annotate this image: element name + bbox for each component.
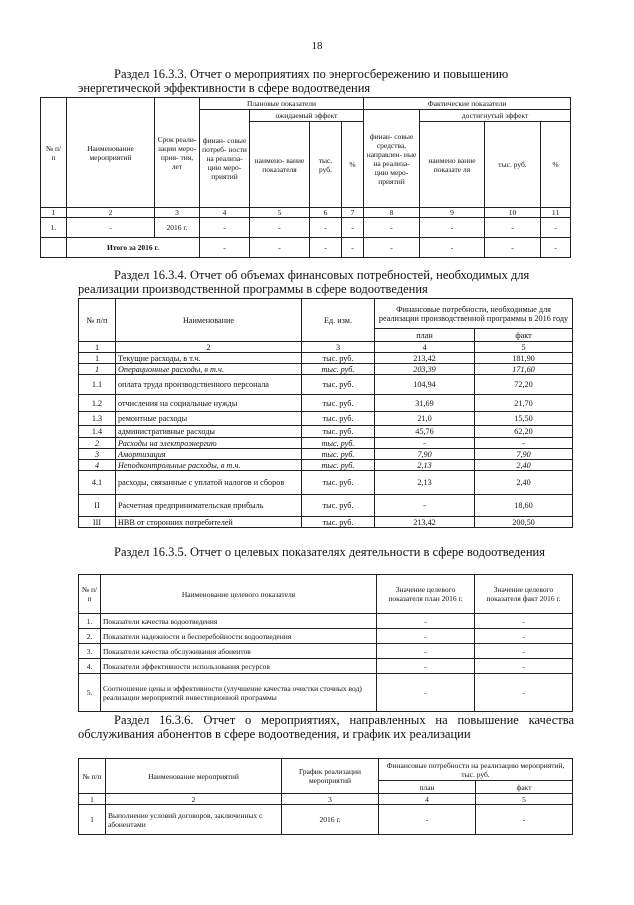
table-cell: - — [420, 238, 485, 258]
row-num: 1 — [79, 353, 116, 364]
table-cell: - — [200, 218, 250, 238]
header-term: Срок реали- зации меро- прия- тия, лет — [155, 98, 200, 208]
row-num: 3 — [79, 449, 116, 460]
row-plan: 2,13 — [375, 460, 475, 471]
table-cell: - — [420, 218, 485, 238]
table-cell: - — [310, 238, 342, 258]
row-unit: тыс. руб. — [302, 364, 375, 375]
table-cell: - — [485, 238, 541, 258]
service-quality-table — [78, 758, 573, 835]
row-num: 1.2 — [79, 395, 116, 412]
row-fact: 62,20 — [475, 426, 573, 438]
row-name: отчисления на социальные нужды — [116, 395, 302, 412]
row-plan: - — [379, 805, 476, 835]
row-fact: - — [475, 644, 573, 659]
col-num: 1 — [79, 342, 116, 353]
table-cell: - — [541, 238, 571, 258]
row-num: 5. — [79, 674, 101, 712]
header-fin-fact: финан- совые средства, направлен- ные на реализа- цию меро- приятий — [364, 110, 420, 208]
row-num: 4 — [79, 460, 116, 471]
header-fin-plan: финан- совые потреб- ности на реализа- цию меро- приятий — [200, 110, 250, 208]
header-fact: Значение целевого показателя факт 2016 г. — [475, 575, 573, 614]
row-plan: 213,42 — [375, 353, 475, 364]
header-a-name: наимено вание показате ля — [420, 122, 485, 208]
table-cell: - — [364, 218, 420, 238]
row-unit: тыс. руб. — [302, 438, 375, 449]
row-unit: тыс. руб. — [302, 353, 375, 364]
header-name: Наименование — [116, 299, 302, 342]
row-unit: тыс. руб. — [302, 449, 375, 460]
row-num: 2. — [79, 629, 101, 644]
col-num: 5 — [476, 794, 573, 805]
row-unit: тыс. руб. — [302, 495, 375, 517]
col-num: 2 — [116, 342, 302, 353]
col-num: 5 — [250, 208, 310, 218]
row-plan: 203,39 — [375, 364, 475, 375]
row-unit: тыс. руб. — [302, 426, 375, 438]
row-num: 1.3 — [79, 412, 116, 426]
row-name: Расходы на электроэнергию — [116, 438, 302, 449]
row-name: ремонтные расходы — [116, 412, 302, 426]
table-cell: 2016 г. — [155, 218, 200, 238]
header-plan: Значение целевого показателя план 2016 г. — [377, 575, 475, 614]
header-plan: план — [379, 781, 476, 794]
header-plan: план — [375, 329, 475, 342]
row-plan: - — [375, 438, 475, 449]
table-cell: - — [67, 218, 155, 238]
header-e-name: наимено- вание показателя — [250, 122, 310, 208]
header-fin: Финансовые потребности, необходимые для реализации производственной программы в 2016 году — [375, 299, 573, 329]
row-fact: - — [475, 438, 573, 449]
col-num: 1 — [41, 208, 67, 218]
row-name: расходы, связанные с уплатой налогов и сборов — [116, 471, 302, 495]
row-name: Амортизация — [116, 449, 302, 460]
row-plan: - — [377, 614, 475, 629]
row-plan: 2,13 — [375, 471, 475, 495]
col-num: 3 — [155, 208, 200, 218]
row-name: Неподконтрольные расходы, в т.ч. — [116, 460, 302, 471]
row-fact: - — [475, 629, 573, 644]
row-plan: 7,90 — [375, 449, 475, 460]
row-plan: - — [377, 629, 475, 644]
table-cell: 1. — [41, 218, 67, 238]
header-plan: Плановые показатели — [200, 98, 364, 110]
total-label: Итого за 2016 г. — [67, 238, 200, 258]
row-fact: 7,90 — [475, 449, 573, 460]
table-cell: - — [250, 218, 310, 238]
section-title-16-3-3: Раздел 16.3.3. Отчет о мероприятиях по энергосбережению и повышению энергетической эффективности в сфере водоотведения — [78, 67, 509, 95]
row-schedule: 2016 г. — [282, 805, 379, 835]
energy-saving-table — [40, 97, 571, 258]
col-num: 2 — [106, 794, 282, 805]
col-num: 2 — [67, 208, 155, 218]
col-num: 3 — [282, 794, 379, 805]
col-num: 7 — [342, 208, 364, 218]
header-fact: Фактические показатели — [364, 98, 571, 110]
row-unit: тыс. руб. — [302, 517, 375, 528]
row-name: Расчетная предпринимательская прибыль — [116, 495, 302, 517]
header-a-pct: % — [541, 122, 571, 208]
row-fact: - — [475, 659, 573, 674]
header-num: № п/п — [79, 759, 106, 794]
col-num: 4 — [379, 794, 476, 805]
row-num: 2 — [79, 438, 116, 449]
row-fact: - — [475, 614, 573, 629]
row-num: 3. — [79, 644, 101, 659]
row-name: Текущие расходы, в т.ч. — [116, 353, 302, 364]
row-num: 1.1 — [79, 375, 116, 395]
table-cell: - — [310, 218, 342, 238]
row-plan: - — [377, 674, 475, 712]
row-num: 4. — [79, 659, 101, 674]
row-num: 4.1 — [79, 471, 116, 495]
table-cell: - — [342, 238, 364, 258]
row-plan: 213,42 — [375, 517, 475, 528]
row-fact: - — [476, 805, 573, 835]
row-plan: 31,69 — [375, 395, 475, 412]
row-plan: 104,94 — [375, 375, 475, 395]
header-e-rub: тыс. руб. — [310, 122, 342, 208]
row-name: Соотношение цены и эффективности (улучшение качества очистки сточных вод) реализации мероприятий инвестиционной программы — [101, 674, 377, 712]
col-num: 1 — [79, 794, 106, 805]
col-num: 6 — [310, 208, 342, 218]
row-plan: - — [375, 495, 475, 517]
col-num: 3 — [302, 342, 375, 353]
row-num: 1 — [79, 364, 116, 375]
row-unit: тыс. руб. — [302, 395, 375, 412]
header-name: Наименование мероприятий — [106, 759, 282, 794]
row-fact: 181,90 — [475, 353, 573, 364]
header-expected: ожидаемый эффект — [250, 110, 364, 122]
row-fact: 21,70 — [475, 395, 573, 412]
table-cell: - — [364, 238, 420, 258]
row-name: Показатели качества обслуживания абонентов — [101, 644, 377, 659]
row-unit: тыс. руб. — [302, 471, 375, 495]
header-unit: Ед. изм. — [302, 299, 375, 342]
col-num: 8 — [364, 208, 420, 218]
row-name: Выполнение условий договоров, заключенных с абонентами — [106, 805, 282, 835]
row-unit: тыс. руб. — [302, 412, 375, 426]
col-num: 4 — [375, 342, 475, 353]
section-title-16-3-4: Раздел 16.3.4. Отчет об объемах финансовых потребностей, необходимых для реализации производственной программы в сфере водоотведения — [78, 268, 530, 296]
row-fact: 2,40 — [475, 471, 573, 495]
header-schedule: График реализации мероприятий — [282, 759, 379, 794]
row-name: Показатели качества водоотведения — [101, 614, 377, 629]
col-num: 11 — [541, 208, 571, 218]
row-unit: тыс. руб. — [302, 460, 375, 471]
col-num: 5 — [475, 342, 573, 353]
row-fact: 171,60 — [475, 364, 573, 375]
row-num: 1.4 — [79, 426, 116, 438]
section-title-16-3-6: Раздел 16.3.6. Отчет о мероприятиях, направленных на повышение качества обслуживания абонентов в сфере водоотведения, и график их реализации — [78, 713, 574, 741]
row-num: III — [79, 517, 116, 528]
row-name: Показатели надежности и бесперебойности водоотведения — [101, 629, 377, 644]
header-num: № п/п — [79, 575, 101, 614]
header-achieved: достигнутый эффект — [420, 110, 571, 122]
header-fact: факт — [475, 329, 573, 342]
header-name: Наименование целевого показателя — [101, 575, 377, 614]
page-number: 18 — [311, 40, 323, 52]
row-name: оплата труда производственного персонала — [116, 375, 302, 395]
row-fact: - — [475, 674, 573, 712]
financial-needs-table — [78, 298, 573, 528]
header-fact: факт — [476, 781, 573, 794]
row-fact: 2,40 — [475, 460, 573, 471]
row-fact: 15,50 — [475, 412, 573, 426]
header-num: № п/п — [79, 299, 116, 342]
row-name: административные расходы — [116, 426, 302, 438]
row-plan: - — [377, 659, 475, 674]
header-name: Наименование мероприятий — [67, 98, 155, 208]
table-cell: - — [250, 238, 310, 258]
row-unit: тыс. руб. — [302, 375, 375, 395]
row-num: II — [79, 495, 116, 517]
header-a-rub: тыс. руб. — [485, 122, 541, 208]
row-name: НВВ от сторонних потребителей — [116, 517, 302, 528]
row-plan: - — [377, 644, 475, 659]
table-cell: - — [200, 238, 250, 258]
row-fact: 200,50 — [475, 517, 573, 528]
row-plan: 21,0 — [375, 412, 475, 426]
row-name: Операционные расходы, в т.ч. — [116, 364, 302, 375]
col-num: 10 — [485, 208, 541, 218]
col-num: 9 — [420, 208, 485, 218]
row-fact: 72,20 — [475, 375, 573, 395]
row-plan: 45,76 — [375, 426, 475, 438]
row-num: 1. — [79, 614, 101, 629]
header-fin: Финансовые потребности на реализацию мероприятий, тыс. руб. — [379, 759, 573, 781]
section-title-16-3-5: Раздел 16.3.5. Отчет о целевых показателях деятельности в сфере водоотведения — [114, 545, 545, 559]
header-e-pct: % — [342, 122, 364, 208]
row-num: 1 — [79, 805, 106, 835]
table-cell: - — [485, 218, 541, 238]
target-indicators-table — [78, 574, 573, 712]
table-cell: - — [342, 218, 364, 238]
row-name: Показатели эффективности использования ресурсов — [101, 659, 377, 674]
header-num: № п/ п — [41, 98, 67, 208]
table-cell: - — [541, 218, 571, 238]
row-fact: 18,60 — [475, 495, 573, 517]
col-num: 4 — [200, 208, 250, 218]
